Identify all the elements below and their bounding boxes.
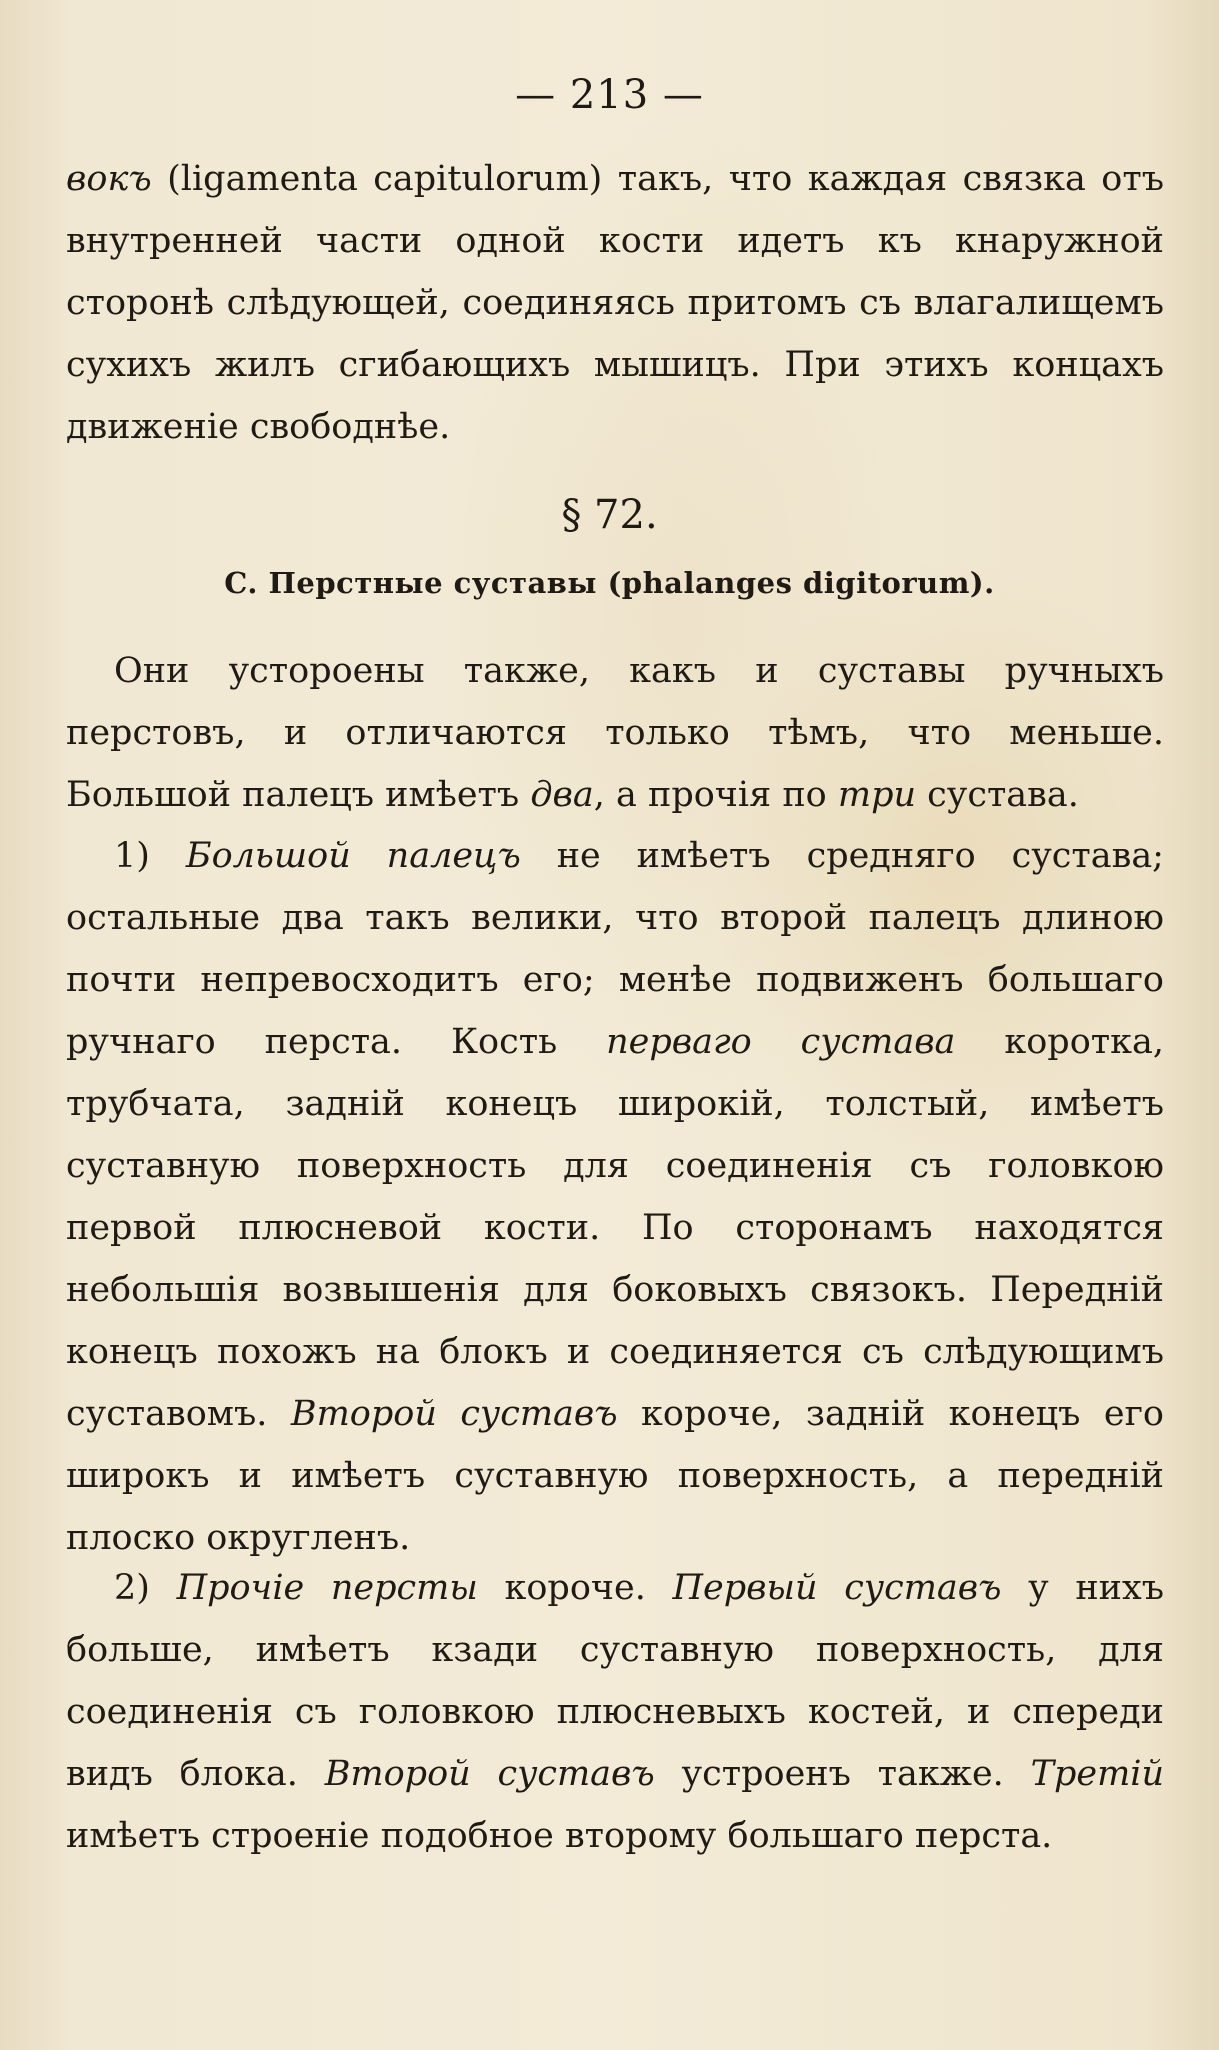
text-segment: перваго сустава — [606, 1022, 956, 1062]
paragraph-big-toe — [66, 825, 1164, 1569]
section-number: § 72. — [561, 492, 658, 538]
paragraph-text — [66, 148, 1164, 458]
text-segment: устроенъ также. — [654, 1754, 1031, 1794]
text-segment: короче, задній конецъ его широкъ и имѣетъ суставную поверхность, а передній плоско округленъ. — [66, 1394, 1164, 1558]
text-segment: вокъ — [66, 159, 152, 199]
continuation-paragraph — [66, 148, 1164, 458]
text-segment: 2) — [114, 1568, 177, 1608]
text-segment: короче. — [477, 1568, 673, 1608]
text-segment: Второй суставъ — [290, 1394, 618, 1434]
paragraph-text — [66, 825, 1164, 1569]
text-segment: 1) — [114, 836, 186, 876]
text-segment: не имѣетъ средняго сустава; остальные два такъ велики, что второй палецъ длиною почти непревосходитъ его; менѣе подвиженъ большаго ручнаго перста. Кость — [66, 836, 1164, 1062]
text-segment: два — [530, 775, 594, 815]
paragraph-text — [66, 1557, 1164, 1867]
text-segment: сустава. — [916, 775, 1079, 815]
text-segment: Они устороены также, какъ и суставы ручныхъ перстовъ, и отличаются только тѣмъ, что меньше. Большой палецъ имѣетъ — [66, 651, 1164, 815]
paragraph-other-toes — [66, 1557, 1164, 1867]
text-segment: Третій — [1030, 1754, 1164, 1794]
text-segment: , а прочія по — [593, 775, 838, 815]
page-number: — 213 — — [515, 72, 704, 118]
text-segment: три — [837, 775, 917, 815]
paragraph-intro — [66, 640, 1164, 826]
text-segment: у нихъ больше, имѣетъ кзади суставную поверхность, для соединенія съ головкою плюсневыхъ костей, и спереди видъ блока. — [66, 1568, 1164, 1794]
text-segment: (ligamenta capitulorum) такъ, что каждая связка отъ внутренней части одной кости идетъ къ кнаружной сторонѣ слѣдующей, соединяясь притомъ съ влагалищемъ сухихъ жилъ сгибающихъ мышицъ. При этихъ концахъ движеніе свободнѣе. — [66, 159, 1164, 447]
section-heading: C. Перстные суставы (phalanges digitorum). — [224, 566, 995, 600]
text-segment: Большой палецъ — [185, 836, 521, 876]
text-segment: Первый суставъ — [672, 1568, 1002, 1608]
text-segment: имѣетъ строеніе подобное второму большаго перста. — [66, 1816, 1053, 1856]
text-segment: Второй суставъ — [324, 1754, 655, 1794]
text-segment: коротка, трубчата, задній конецъ широкій, толстый, имѣетъ суставную поверхность для соединенія съ головкою первой плюсневой кости. По сторонамъ находятся небольшія возвышенія для боковыхъ связокъ. Передній конецъ похожъ на блокъ и соединяется съ слѣдующимъ суставомъ. — [66, 1022, 1165, 1434]
paragraph-text — [66, 640, 1164, 826]
text-segment: Прочіе персты — [176, 1568, 478, 1608]
